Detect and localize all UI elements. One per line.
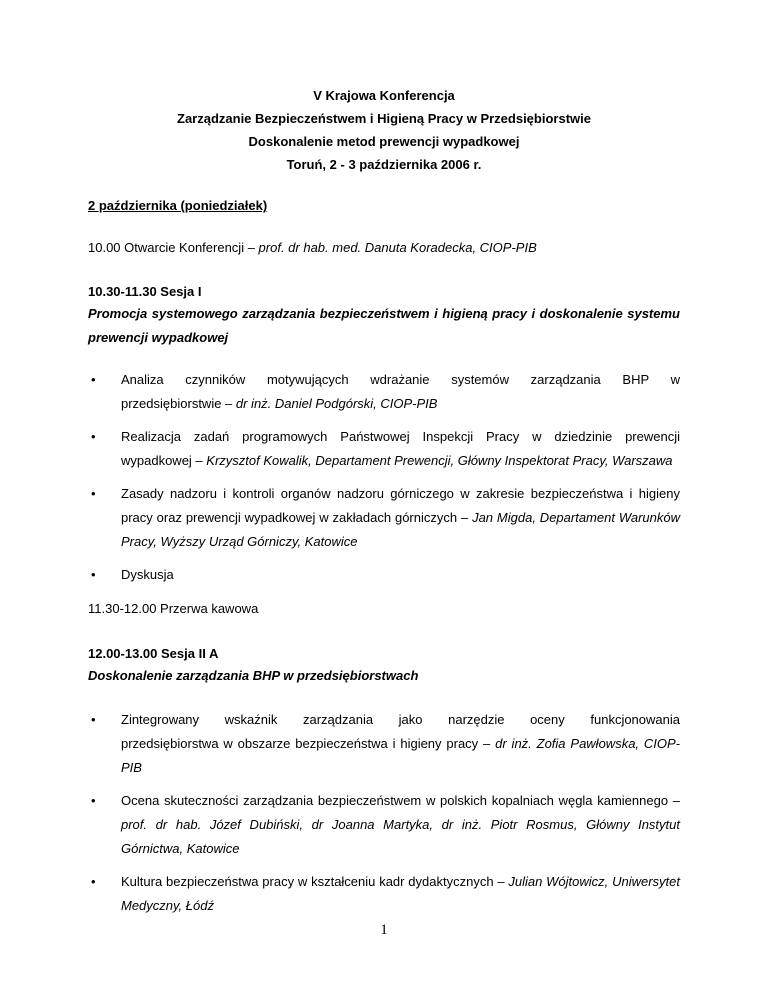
opening-speaker: prof. dr hab. med. Danuta Koradecka, CIOP-PIB bbox=[258, 240, 537, 255]
list-item bbox=[88, 425, 680, 473]
opening-time: 10.00 Otwarcie Konferencji – bbox=[88, 240, 259, 255]
opening-entry bbox=[88, 240, 680, 255]
break-entry: 11.30-12.00 Przerwa kawowa bbox=[88, 601, 259, 616]
session2-heading: 12.00-13.00 Sesja II A bbox=[88, 646, 219, 661]
item-author: Julian Wójtowicz, Uniwersytet Medyczny, Łódź bbox=[121, 874, 680, 913]
header-line-3: Doskonalenie metod prewencji wypadkowej bbox=[248, 134, 520, 149]
session2-list bbox=[88, 708, 680, 927]
item-text: przedsiębiorstwa w obszarze bezpieczeństwa i higieny pracy – bbox=[121, 736, 496, 751]
item-text: Ocena skuteczności zarządzania bezpieczeństwem w polskich kopalniach węgla kamiennego – bbox=[121, 793, 680, 808]
item-text: Dyskusja bbox=[121, 567, 174, 582]
item-author: dr inż. Daniel Podgórski, CIOP-PIB bbox=[235, 396, 438, 411]
list-item bbox=[88, 368, 680, 416]
item-first-line: • Zintegrowany wskaźnik zarządzania jako narzędzie oceny funkcjonowania bbox=[121, 712, 680, 727]
item-author: dr inż. Zofia Pawłowska, CIOP-PIB bbox=[121, 736, 681, 775]
list-item bbox=[88, 708, 680, 780]
item-text: Realizacja zadań programowych Państwowej Inspekcji Pracy w dziedzinie prewencji wypadkowej – bbox=[121, 429, 680, 468]
item-text: przedsiębiorstwie – bbox=[121, 396, 236, 411]
day-heading: 2 października (poniedziałek) bbox=[88, 198, 268, 213]
item-author-rest: , Główny Instytut Górnictwa, Katowice bbox=[121, 817, 680, 856]
conference-header bbox=[0, 84, 768, 176]
list-item bbox=[88, 789, 680, 861]
session1-title: Promocja systemowego zarządzania bezpieczeństwem i higieną pracy i doskonalenie systemu prewencji wypadkowej bbox=[88, 306, 680, 345]
session2-title: Doskonalenie zarządzania BHP w przedsiębiorstwach bbox=[88, 668, 419, 683]
item-text: Zasady nadzoru i kontroli organów nadzoru górniczego w zakresie bezpieczeństwa i higieny pracy oraz prewencji wypadkowej w zakładach górniczych – bbox=[121, 486, 680, 525]
list-item bbox=[88, 870, 680, 918]
session1-heading: 10.30-11.30 Sesja I bbox=[88, 284, 202, 299]
header-line-1: V Krajowa Konferencja bbox=[313, 88, 455, 103]
list-item bbox=[88, 563, 680, 587]
session1-list bbox=[88, 368, 680, 596]
header-line-4: Toruń, 2 - 3 października 2006 r. bbox=[286, 157, 482, 172]
item-author: prof. dr hab. Józef Dubiński, dr Joanna Martyka, dr inż. Piotr Rosmus bbox=[121, 817, 574, 832]
item-author: Jan Migda, Departament Warunków Pracy, Wyższy Urząd Górniczy, Katowice bbox=[121, 510, 680, 549]
page-number: 1 bbox=[380, 922, 388, 938]
item-author: Krzysztof Kowalik, Departament Prewencji, Główny Inspektorat Pracy, Warszawa bbox=[206, 453, 673, 468]
list-item bbox=[88, 482, 680, 554]
header-line-2: Zarządzanie Bezpieczeństwem i Higieną Pracy w Przedsiębiorstwie bbox=[177, 111, 591, 126]
item-first-line: • Analiza czynników motywujących wdrażanie systemów zarządzania BHP w bbox=[121, 372, 680, 387]
item-text: Kultura bezpieczeństwa pracy w kształceniu kadr dydaktycznych – bbox=[121, 874, 509, 889]
